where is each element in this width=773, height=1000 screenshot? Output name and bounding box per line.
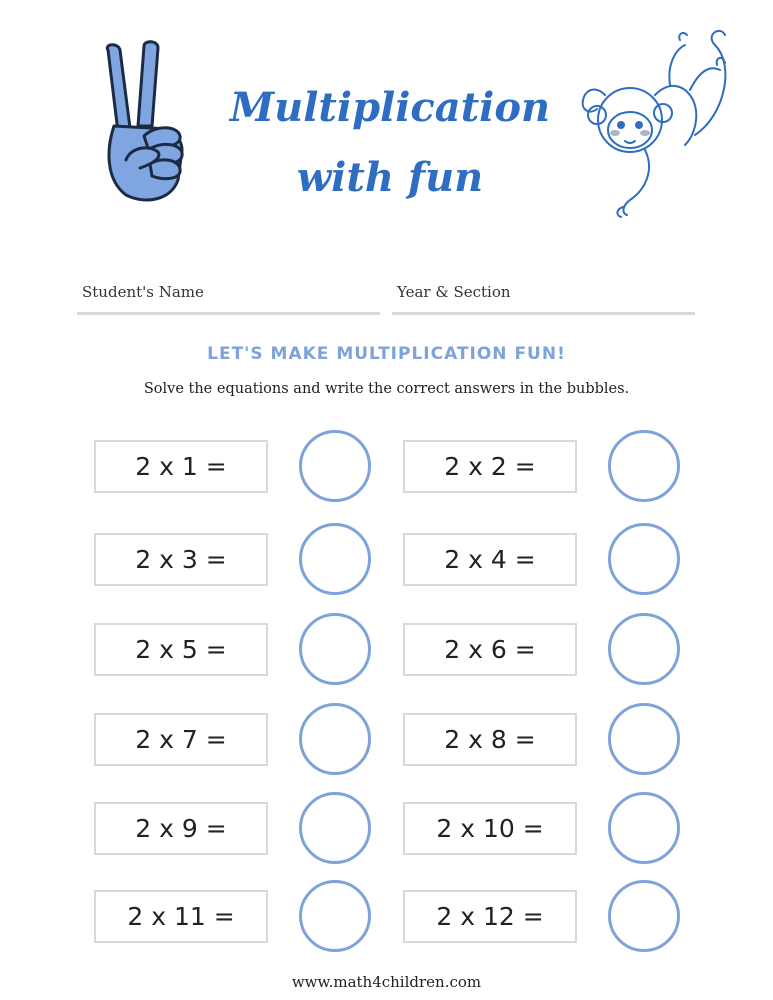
- equation-box: 2 x 4 =: [403, 533, 577, 586]
- year-section-field[interactable]: [392, 282, 695, 315]
- answer-bubble[interactable]: [608, 792, 680, 864]
- equation-box: 2 x 9 =: [94, 802, 268, 855]
- answer-bubble[interactable]: [299, 792, 371, 864]
- answer-bubble[interactable]: [608, 523, 680, 595]
- title-line-2: with fun: [296, 154, 484, 201]
- answer-bubble[interactable]: [608, 703, 680, 775]
- answer-bubble[interactable]: [299, 613, 371, 685]
- equation-box: 2 x 7 =: [94, 713, 268, 766]
- answer-bubble[interactable]: [299, 880, 371, 952]
- answer-bubble[interactable]: [608, 613, 680, 685]
- equation-box: 2 x 1 =: [94, 440, 268, 493]
- equation-box: 2 x 5 =: [94, 623, 268, 676]
- answer-bubble[interactable]: [299, 523, 371, 595]
- answer-bubble[interactable]: [299, 703, 371, 775]
- equation-box: 2 x 8 =: [403, 713, 577, 766]
- monkey-icon: [575, 25, 745, 220]
- student-name-label: Student's Name: [82, 283, 204, 301]
- title-line-1: Multiplication: [229, 84, 551, 131]
- equation-box: 2 x 6 =: [403, 623, 577, 676]
- equation-box: 2 x 11 =: [94, 890, 268, 943]
- answer-bubble[interactable]: [608, 430, 680, 502]
- year-section-label: Year & Section: [397, 283, 511, 301]
- equation-box: 2 x 12 =: [403, 890, 577, 943]
- answer-bubble[interactable]: [608, 880, 680, 952]
- instructions: Solve the equations and write the correct answers in the bubbles.: [143, 381, 630, 397]
- student-name-field[interactable]: [77, 282, 380, 315]
- equation-box: 2 x 10 =: [403, 802, 577, 855]
- equation-box: 2 x 2 =: [403, 440, 577, 493]
- answer-bubble[interactable]: [299, 430, 371, 502]
- peace-hand-icon: [96, 40, 206, 205]
- equation-box: 2 x 3 =: [94, 533, 268, 586]
- footer-url: www.math4children.com: [291, 973, 482, 991]
- section-heading: LET'S MAKE MULTIPLICATION FUN!: [207, 344, 566, 364]
